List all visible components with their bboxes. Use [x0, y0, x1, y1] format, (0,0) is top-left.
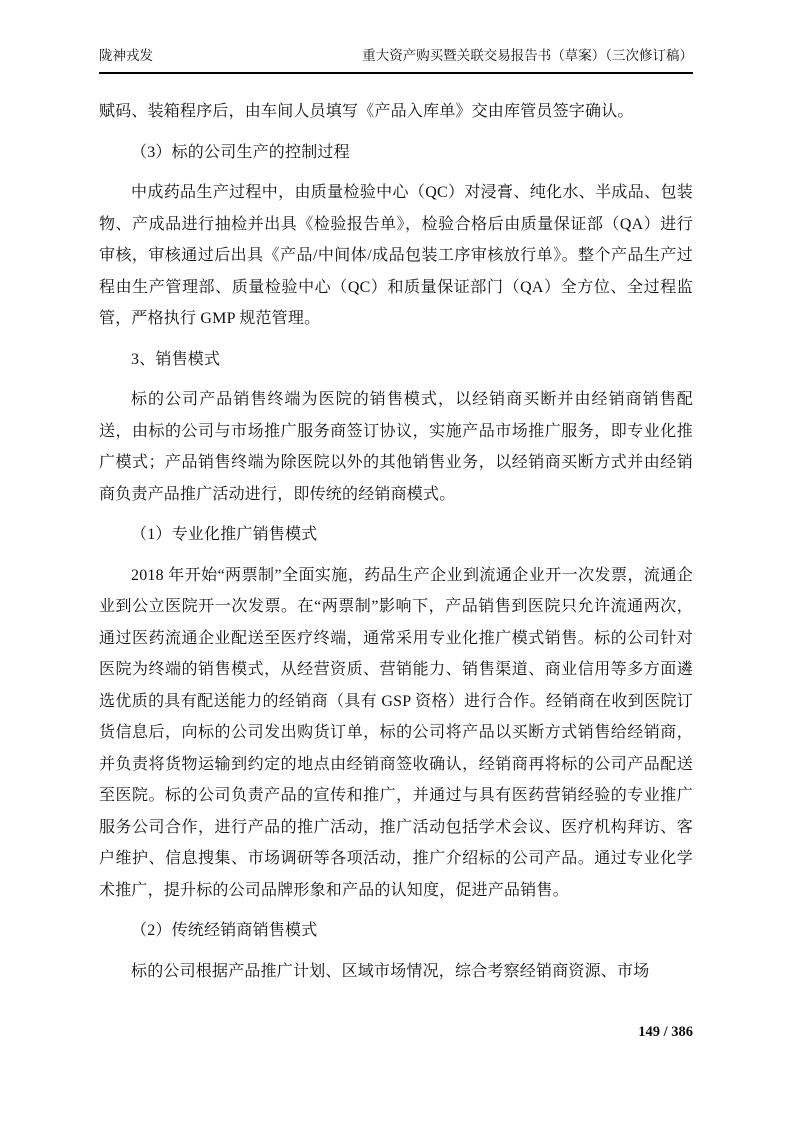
heading-traditional-distributor-model: （2）传统经销商销售模式	[131, 922, 318, 939]
page-number: 149 / 386	[638, 1024, 693, 1040]
heading-professional-promotion-model: （1）专业化推广销售模式	[131, 526, 318, 543]
document-body	[99, 96, 693, 996]
heading-production-control-process: （3）标的公司生产的控制过程	[131, 143, 350, 161]
paragraph-continuation: 赋码、装箱程序后，由车间人员填写《产品入库单》交由库管员签字确认。	[99, 103, 634, 120]
paragraph-traditional-distributor-detail: 标的公司根据产品推广计划、区域市场情况，综合考察经销商资源、市场	[131, 962, 650, 980]
page-footer	[99, 1023, 693, 1041]
page-header	[99, 46, 693, 74]
header-company-name: 陇神戎发	[99, 48, 153, 63]
heading-sales-model: 3、销售模式	[131, 350, 221, 368]
paragraph-production-control: 中成药品生产过程中，由质量检验中心（QC）对浸膏、纯化水、半成品、包装物、产成品进行抽检并出具《检验报告单》，检验合格后由质量保证部（QA）进行审核，审核通过后出具《产品/中间体/成品包装工序审核放行单》。整个产品生产过程由生产管理部、质量检验中心（QC）和质量保证部门（QA）全方位、全过程监管，严格执行 GMP 规范管理。	[99, 184, 693, 327]
paragraph-sales-model-overview: 标的公司产品销售终端为医院的销售模式，以经销商买断并由经销商销售配送，由标的公司与市场推广服务商签订协议，实施产品市场推广服务，即专业化推广模式；产品销售终端为除医院以外的其他销售业务，以经销商买断方式并由经销商负责产品推广活动进行，即传统的经销商模式。	[99, 391, 693, 503]
paragraph-professional-promotion-detail: 2018 年开始“两票制”全面实施，药品生产企业到流通企业开一次发票，流通企业到公立医院开一次发票。在“两票制”影响下，产品销售到医院只允许流通两次，通过医药流通企业配送至医疗终端，通常采用专业化推广模式销售。标的公司针对医院为终端的销售模式，从经营资质、营销能力、销售渠道、商业信用等多方面遴选优质的具有配送能力的经销商（具有 GSP 资格）进行合作。经销商在收到医院订货信息后，向标的公司发出购货订单，标的公司将产品以买断方式销售给经销商，并负责将货物运输到约定的地点由经销商签收确认，经销商再将标的公司产品配送至医院。标的公司负责产品的宣传和推广，并通过与具有医药营销经验的专业推广服务公司合作，进行产品的推广活动，推广活动包括学术会议、医疗机构拜访、客户维护、信息搜集、市场调研等各项活动，推广介绍标的公司产品。通过专业化学术推广，提升标的公司品牌形象和产品的认知度，促进产品销售。	[99, 566, 693, 899]
header-document-title: 重大资产购买暨关联交易报告书（草案）（三次修订稿）	[362, 48, 693, 63]
